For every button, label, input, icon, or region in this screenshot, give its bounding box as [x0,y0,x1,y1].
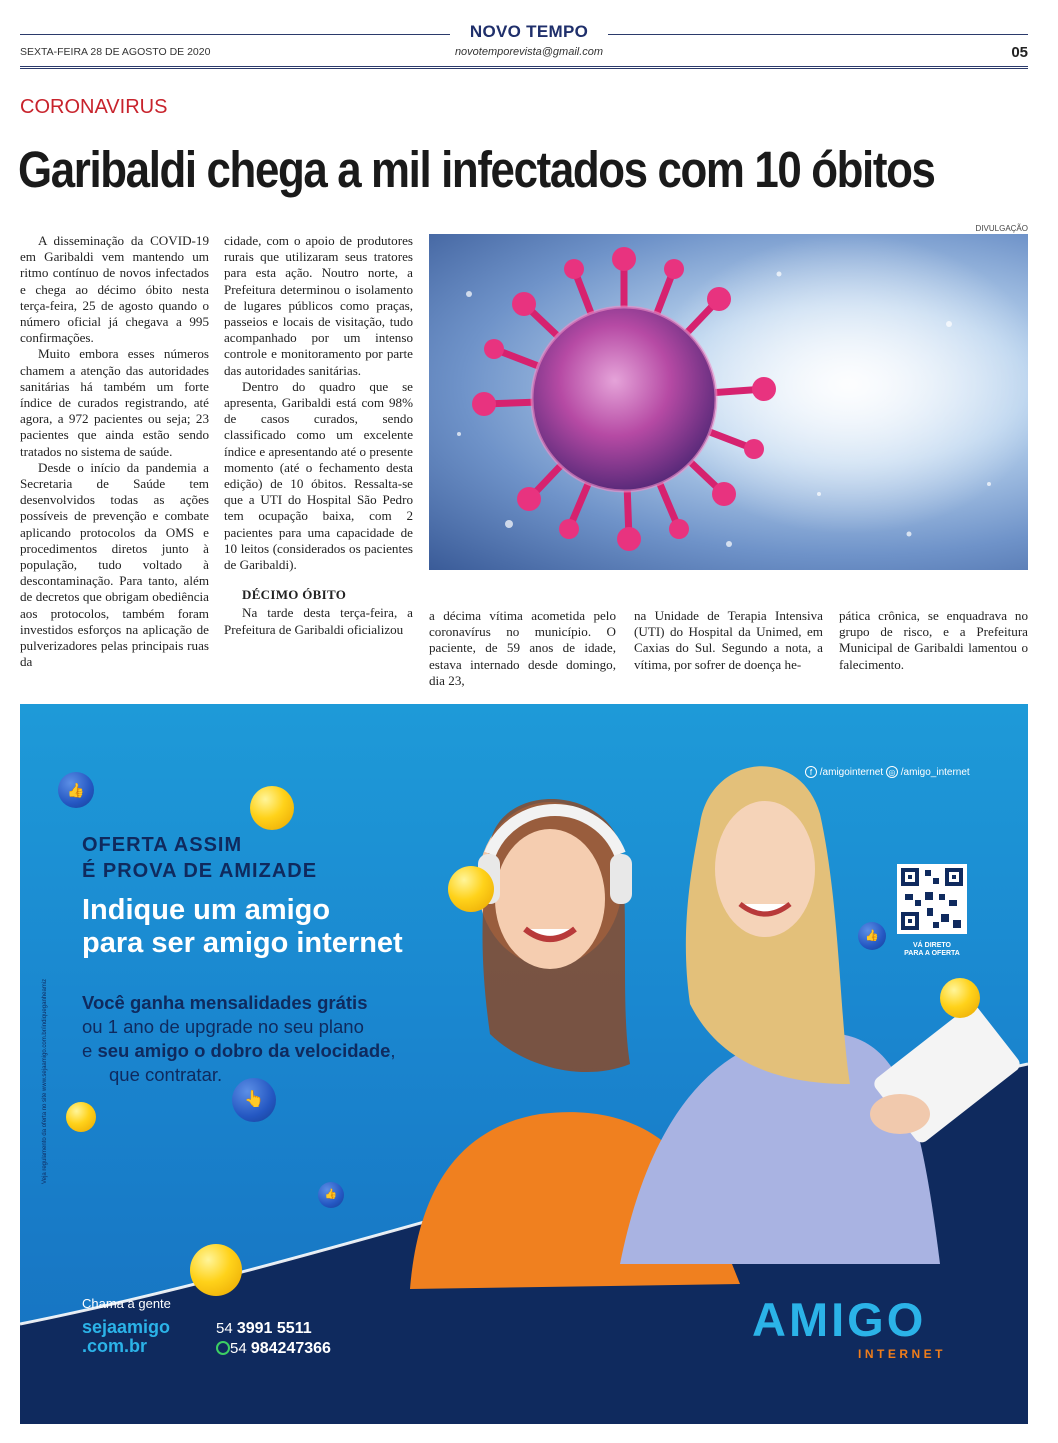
benefit-line-3-suffix: , [390,1040,396,1061]
paragraph: Na tarde desta terça-feira, a Prefeitura de Garibaldi oficializou [224,605,413,637]
article-column-4: na Unidade de Terapia Intensiva (UTI) do Hospital da Unimed, em Caxias do Sul. Segundo a nota, a vítima, por sofrer de doença he- [634,608,823,672]
paragraph: A disseminação da COVID-19 em Garibaldi vem mantendo um ritmo contínuo de novos infectados e chega ao décimo óbito nesta terça-feira, 25 de agosto quando o número oficial já chegava a 995 confirmações. [20,233,209,346]
whatsapp-icon [216,1341,230,1355]
headline-line-1: Indique um amigo [82,894,331,926]
tagline-line-1: OFERTA ASSIM [82,834,243,856]
qr-code [897,864,967,934]
brand-logo-sub: INTERNET [858,1347,946,1361]
tongue-emoji-icon [190,1244,242,1296]
url-line-2: .com.br [82,1336,148,1356]
thumbs-up-icon: 👍 [858,922,886,950]
ad-tagline [82,832,317,884]
phone-number-2[interactable] [216,1340,331,1358]
benefit-line-1: Você ganha mensalidades grátis [82,992,368,1013]
thumbs-up-icon: 👍 [58,772,94,808]
instagram-icon: ◎ [886,766,898,778]
ad-benefits [82,991,396,1087]
winking-emoji-icon [940,978,980,1018]
benefit-line-3-bold: seu amigo o dobro da velocidade [97,1040,391,1061]
instagram-label: /amigo_internet [900,767,970,778]
like-hand-icon: 👆 [232,1078,276,1122]
benefit-line-4: que contratar. [109,1064,223,1085]
phone-1-number: 3991 5511 [236,1320,312,1337]
paragraph: Desde o início da pandemia a Secretaria de Saúde tem desenvolvidos todas as ações possíveis de prevenção e combate aplicando protocolos da OMS e procedimentos diretos junto à população, tudo voltado à descontaminação. Para tanto, além de decretos que obrigam obediência aos protocolos, também foram investidos esforços na aplicação de pulverizadores pelas principais ruas da [20,459,209,670]
masthead [0,0,1058,70]
photo-credit: DIVULGAÇÃO [975,224,1028,233]
phone-2-area-code: 54 [230,1340,247,1357]
brand-logo: AMIGO [752,1293,927,1346]
paragraph: cidade, com o apoio de produtores rurais que utilizaram seus tratores para esta ação. Noutro norte, a Prefeitura determinou o isolamento de lugares públicos como praças, passeios e locais de visitação, tudo acompanhado por um intenso controle e monitoramento por parte das autoridades sanitárias. [224,233,413,378]
coronavirus-photo [429,234,1028,570]
headline-line-2: para ser amigo internet [82,927,403,959]
qr-caption [892,942,972,958]
paragraph: Dentro do quadro que se apresenta, Garibaldi está com 98% de casos curados, sendo classificado como um excelente índice e apresentando até o presente momento (até o fechamento desta edição) de 10 óbitos. Ressalta-se que a UTI do Hospital São Pedro tem ocupação baixa, com 2 pacientes para uma capacidade de 10 leitos (considerados os pacientes de Garibaldi). [224,378,413,573]
issue-date: SEXTA-FEIRA 28 DE AGOSTO DE 2020 [20,46,211,58]
article-column-1 [20,233,209,670]
winking-emoji-icon [66,1102,96,1132]
winking-emoji-icon [250,786,294,830]
thumbs-up-icon: 👍 [318,1182,344,1208]
subheading: DÉCIMO ÓBITO [242,587,347,603]
article-column-3: a décima vítima acometida pelo coronavírus no município. O paciente, de 59 anos de idade, estava internado desde domingo, dia 23, [429,608,616,688]
contact-label: Chama a gente [82,1296,171,1311]
qr-caption-line-1: VÁ DIRETO [913,942,951,949]
article-column-5: pática crônica, se enquadrava no grupo de risco, e a Prefeitura Municipal de Garibaldi lamentou o falecimento. [839,608,1028,672]
facebook-icon: f [805,766,817,778]
contact-email[interactable]: novotemporevista@gmail.com [454,46,604,58]
coronavirus-illustration [429,234,1028,570]
phone-number-1[interactable] [216,1320,312,1338]
newspaper-name: NOVO TEMPO [469,22,589,41]
page-number: 05 [1011,44,1028,61]
facebook-label: /amigointernet [819,767,884,778]
benefit-line-3-prefix: e [82,1040,98,1061]
website-link[interactable] [82,1318,170,1356]
instagram-handle[interactable] [886,766,970,778]
tagline-line-2: É PROVA DE AMIZADE [82,860,318,882]
regulation-note: Veja regulamento da oferta no site www.sejaamigo.com.br/indiqueganheamiz [42,978,48,1184]
benefit-line-2: ou 1 ano de upgrade no seu plano [82,1016,364,1037]
facebook-handle[interactable] [805,766,883,778]
section-label: CORONAVIRUS [20,96,168,118]
phone-2-number: 984247366 [250,1340,331,1357]
winking-emoji-icon [448,866,494,912]
qr-caption-line-2: PARA A OFERTA [904,950,960,957]
article-column-2 [224,233,413,638]
paragraph: Muito embora esses números chamem a atenção das autoridades sanitárias há também um forte índice de curados registrando, até agora, a 972 pacientes ou seja; 23 pacientes que ainda estão sendo tratados no sistema de saúde. [20,346,209,459]
article-headline: Garibaldi chega a mil infectados com 10 óbitos [18,141,935,198]
header-divider [20,66,1028,69]
amigo-internet-advertisement [20,704,1028,1424]
phone-1-area-code: 54 [216,1320,233,1337]
ad-headline [82,894,403,960]
url-line-1: sejaamigo [82,1317,171,1337]
